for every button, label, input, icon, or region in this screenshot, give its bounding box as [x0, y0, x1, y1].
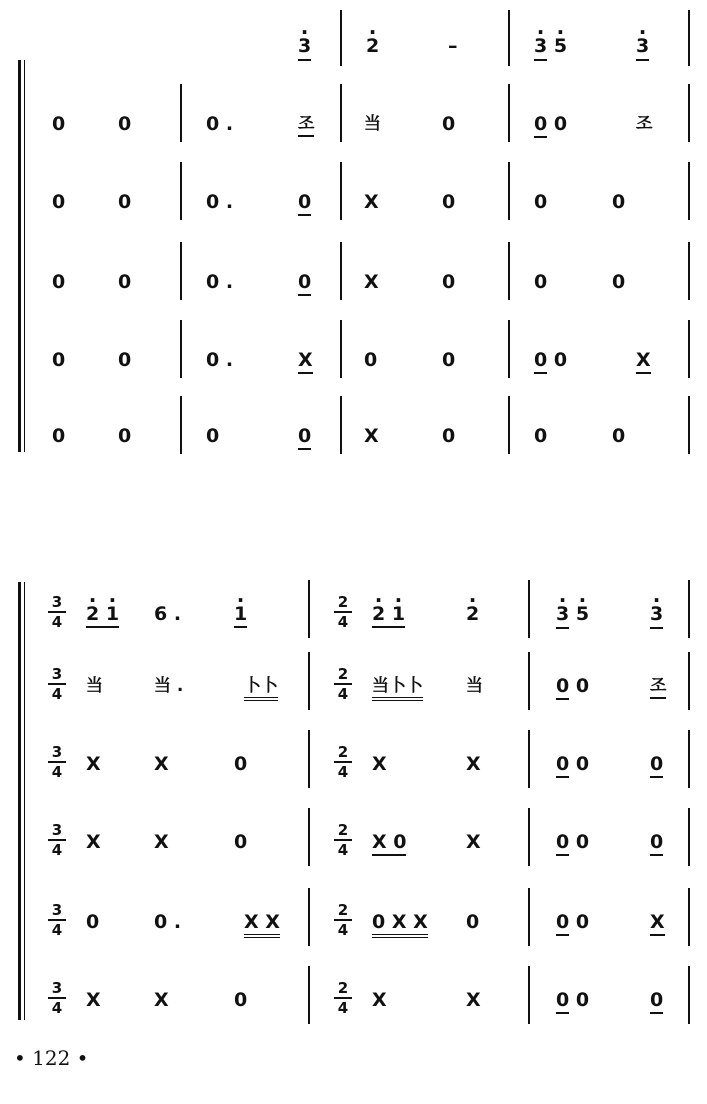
- time-signature: 3 4: [48, 594, 66, 630]
- note: 0: [534, 191, 548, 213]
- note: · 2: [466, 602, 479, 626]
- note: 0 0: [556, 910, 589, 934]
- note: 0: [52, 425, 66, 447]
- barline: [528, 888, 530, 946]
- note: 当: [364, 114, 381, 134]
- note: 조: [298, 112, 314, 136]
- note: 0: [442, 191, 456, 213]
- barline: [340, 84, 342, 142]
- note: X: [466, 831, 481, 853]
- note: X: [636, 348, 651, 372]
- note: · 3: [636, 34, 649, 61]
- note: X: [154, 989, 169, 1011]
- barline: [528, 730, 530, 788]
- barline: [308, 730, 310, 788]
- note: 当卜卜: [372, 674, 423, 698]
- barline: [688, 84, 690, 142]
- note: 0: [612, 191, 626, 213]
- barline: [688, 888, 690, 946]
- note: 当: [86, 676, 103, 696]
- note: 0: [86, 911, 100, 933]
- time-signature: 3 4: [48, 980, 66, 1016]
- note: · 3: [650, 602, 663, 629]
- barline: [688, 966, 690, 1024]
- note: · 3 · 5: [534, 34, 567, 61]
- time-signature: 2 4: [334, 980, 352, 1016]
- note: 0: [612, 425, 626, 447]
- time-signature: 2 4: [334, 902, 352, 938]
- note: 0: [52, 271, 66, 293]
- barline: [308, 808, 310, 866]
- time-signature: 3 4: [48, 666, 66, 702]
- note: 0: [118, 191, 132, 213]
- note: X: [86, 753, 101, 775]
- note: 0: [118, 113, 132, 135]
- note: 0 .: [154, 911, 182, 933]
- note: 0: [298, 270, 311, 294]
- note: 0: [118, 271, 132, 293]
- barline: [528, 808, 530, 866]
- barline: [688, 652, 690, 710]
- note: 0 0: [534, 112, 567, 136]
- time-signature: 2 4: [334, 594, 352, 630]
- note: 0: [650, 988, 663, 1012]
- note: 0: [534, 425, 548, 447]
- barline: [508, 162, 510, 220]
- barline: [308, 580, 310, 638]
- note: X 0: [372, 830, 406, 854]
- note: 0: [234, 989, 248, 1011]
- note: 0 0: [534, 348, 567, 372]
- note: X: [372, 753, 387, 775]
- barline: [688, 730, 690, 788]
- barline: [180, 242, 182, 300]
- barline: [308, 652, 310, 710]
- note: 6 .: [154, 603, 182, 625]
- barline: [508, 320, 510, 378]
- system-bracket: [18, 582, 21, 1020]
- note: · 2: [366, 34, 379, 58]
- note: · 2 · 1: [86, 602, 119, 626]
- note: 0 .: [206, 271, 234, 293]
- barline: [340, 162, 342, 220]
- note: 0: [234, 753, 248, 775]
- note: 조: [636, 114, 653, 134]
- note: 当 .: [154, 676, 184, 696]
- barline: [180, 396, 182, 454]
- barline: [528, 580, 530, 638]
- barline: [508, 84, 510, 142]
- note: X: [364, 191, 379, 213]
- time-signature: 2 4: [334, 744, 352, 780]
- note: X: [154, 831, 169, 853]
- note: X: [364, 271, 379, 293]
- barline: [340, 396, 342, 454]
- note: 0 0: [556, 830, 589, 854]
- note: 0: [52, 191, 66, 213]
- barline: [508, 396, 510, 454]
- barline: [688, 10, 690, 66]
- note: X: [466, 753, 481, 775]
- note: X: [86, 831, 101, 853]
- time-signature: 2 4: [334, 822, 352, 858]
- system-bracket-inner: [24, 60, 25, 452]
- note: 0: [206, 425, 220, 447]
- note: X: [466, 989, 481, 1011]
- note: 0 0: [556, 988, 589, 1012]
- note: X: [372, 989, 387, 1011]
- note: 0 .: [206, 349, 234, 371]
- note: 0: [466, 911, 480, 933]
- barline: [508, 242, 510, 300]
- note: 0 X X: [372, 910, 428, 934]
- barline: [688, 320, 690, 378]
- note: 0: [118, 425, 132, 447]
- barline: [688, 808, 690, 866]
- note: 0: [442, 425, 456, 447]
- note: X: [650, 910, 665, 934]
- note: 0: [612, 271, 626, 293]
- note: 0: [364, 349, 378, 371]
- note: X: [364, 425, 379, 447]
- note: X: [298, 348, 313, 372]
- barline: [180, 320, 182, 378]
- note: 0 0: [556, 674, 589, 698]
- note: 0 .: [206, 113, 234, 135]
- note: · 3: [298, 34, 311, 61]
- note: · 3 · 5: [556, 602, 589, 629]
- note: 0: [234, 831, 248, 853]
- note: 0 .: [206, 191, 234, 213]
- time-signature: 2 4: [334, 666, 352, 702]
- system-bracket: [18, 60, 21, 452]
- time-signature: 3 4: [48, 902, 66, 938]
- note: 卜卜: [244, 674, 278, 698]
- barline: [308, 966, 310, 1024]
- system-bracket-inner: [24, 582, 25, 1020]
- barline: [340, 242, 342, 300]
- note: 0: [442, 113, 456, 135]
- note: 0: [534, 271, 548, 293]
- note: 0: [442, 271, 456, 293]
- note: 0: [298, 424, 311, 448]
- barline: [180, 84, 182, 142]
- note: 0 0: [556, 752, 589, 776]
- barline: [340, 10, 342, 66]
- note: X: [154, 753, 169, 775]
- barline: [688, 580, 690, 638]
- barline: [340, 320, 342, 378]
- note: 0: [52, 349, 66, 371]
- barline: [528, 966, 530, 1024]
- barline: [308, 888, 310, 946]
- barline: [528, 652, 530, 710]
- note: 0: [442, 349, 456, 371]
- note: 0: [650, 830, 663, 854]
- page-number: • 122 •: [14, 1046, 89, 1070]
- time-signature: 3 4: [48, 822, 66, 858]
- barline: [688, 162, 690, 220]
- note: 0: [298, 190, 311, 214]
- note: X: [86, 989, 101, 1011]
- barline: [688, 242, 690, 300]
- note: 조: [650, 674, 666, 698]
- note: · 1: [234, 602, 247, 626]
- note: 0: [52, 113, 66, 135]
- note: 0: [650, 752, 663, 776]
- barline: [180, 162, 182, 220]
- note: · 2 · 1: [372, 602, 405, 626]
- note: X X: [244, 910, 280, 934]
- note: 0: [118, 349, 132, 371]
- note: –: [448, 35, 458, 57]
- note: 当: [466, 676, 483, 696]
- barline: [688, 396, 690, 454]
- barline: [508, 10, 510, 66]
- time-signature: 3 4: [48, 744, 66, 780]
